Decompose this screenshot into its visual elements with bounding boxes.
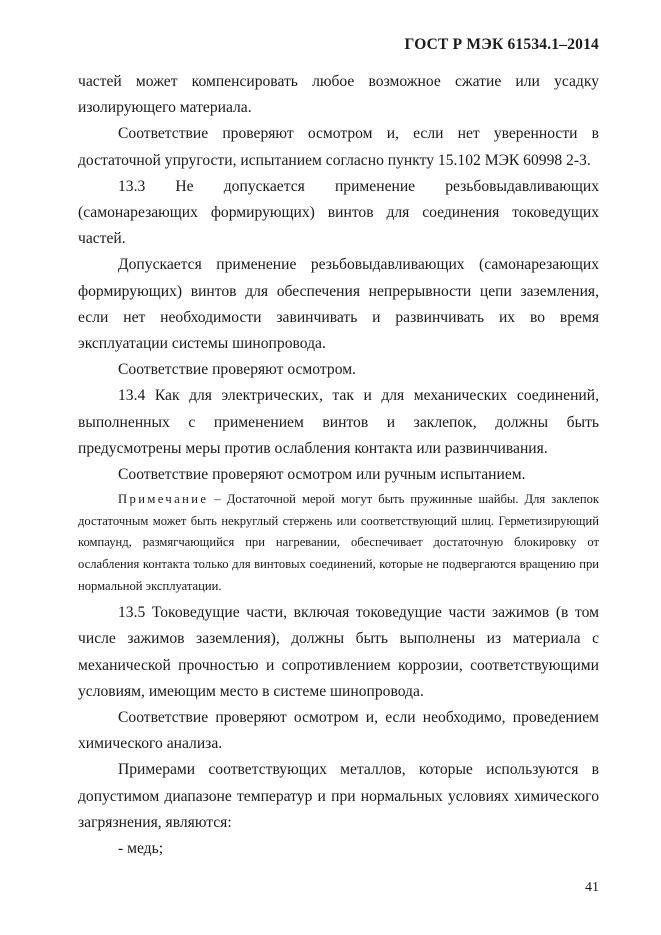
page-header-title: ГОСТ Р МЭК 61534.1–2014 bbox=[404, 36, 599, 53]
paragraph: Соответствие проверяют осмотром и, если необходимо, проведением химического анализа. bbox=[78, 709, 599, 753]
list-item: - медь; bbox=[118, 840, 164, 858]
page-number: 41 bbox=[585, 880, 599, 895]
note-text: – Достаточной мерой могут быть пружинные шайбы. Для заклепок достаточным может быть некруглый стержень или соответствующий шлиц. Герметизирующий компаунд, размягчающийся при нагревании, обеспечивает достаточную блокировку от ослабления контакта только для винтовых соединений, которые не подвергаются вращению при нормальной эксплуатации. bbox=[78, 492, 599, 593]
paragraph: Соответствие проверяют осмотром или ручным испытанием. bbox=[118, 466, 526, 484]
note-label: Примечание bbox=[118, 492, 209, 507]
paragraph: Примерами соответствующих металлов, которые используются в допустимом диапазоне температур и при нормальных условиях химического загрязнения, являются: bbox=[78, 761, 599, 831]
clause-13-5: 13.5 Токоведущие части, включая токоведущие части зажимов (в том числе зажимов заземления), должны быть выполнены из материала с механической прочностью и сопротивлением коррозии, соответствующими условиям, имеющим место в системе шинопровода. bbox=[78, 604, 599, 700]
paragraph: частей может компенсировать любое возможное сжатие или усадку изолирующего материала. bbox=[78, 73, 599, 117]
paragraph: Соответствие проверяют осмотром. bbox=[118, 361, 356, 379]
note-paragraph bbox=[78, 489, 599, 597]
paragraph: Соответствие проверяют осмотром и, если нет уверенности в достаточной упругости, испытанием согласно пункту 15.102 МЭК 60998 2-3. bbox=[78, 125, 599, 169]
clause-13-3: 13.3 Не допускается применение резьбовыдавливающих (самонарезающих формирующих) винтов для соединения токоведущих частей. bbox=[78, 177, 599, 248]
paragraph: Допускается применение резьбовыдавливающих (самонарезающих формирующих) винтов для обеспечения непрерывности цепи заземления, если нет необходимости завинчивать и развинчивать их во время эксплуатации системы шинопровода. bbox=[78, 256, 599, 353]
clause-13-4: 13.4 Как для электрических, так и для механических соединений, выполненных с применением винтов и заклепок, должны быть предусмотрены меры против ослабления контакта или развинчивания. bbox=[78, 387, 599, 457]
document-body bbox=[78, 69, 599, 862]
